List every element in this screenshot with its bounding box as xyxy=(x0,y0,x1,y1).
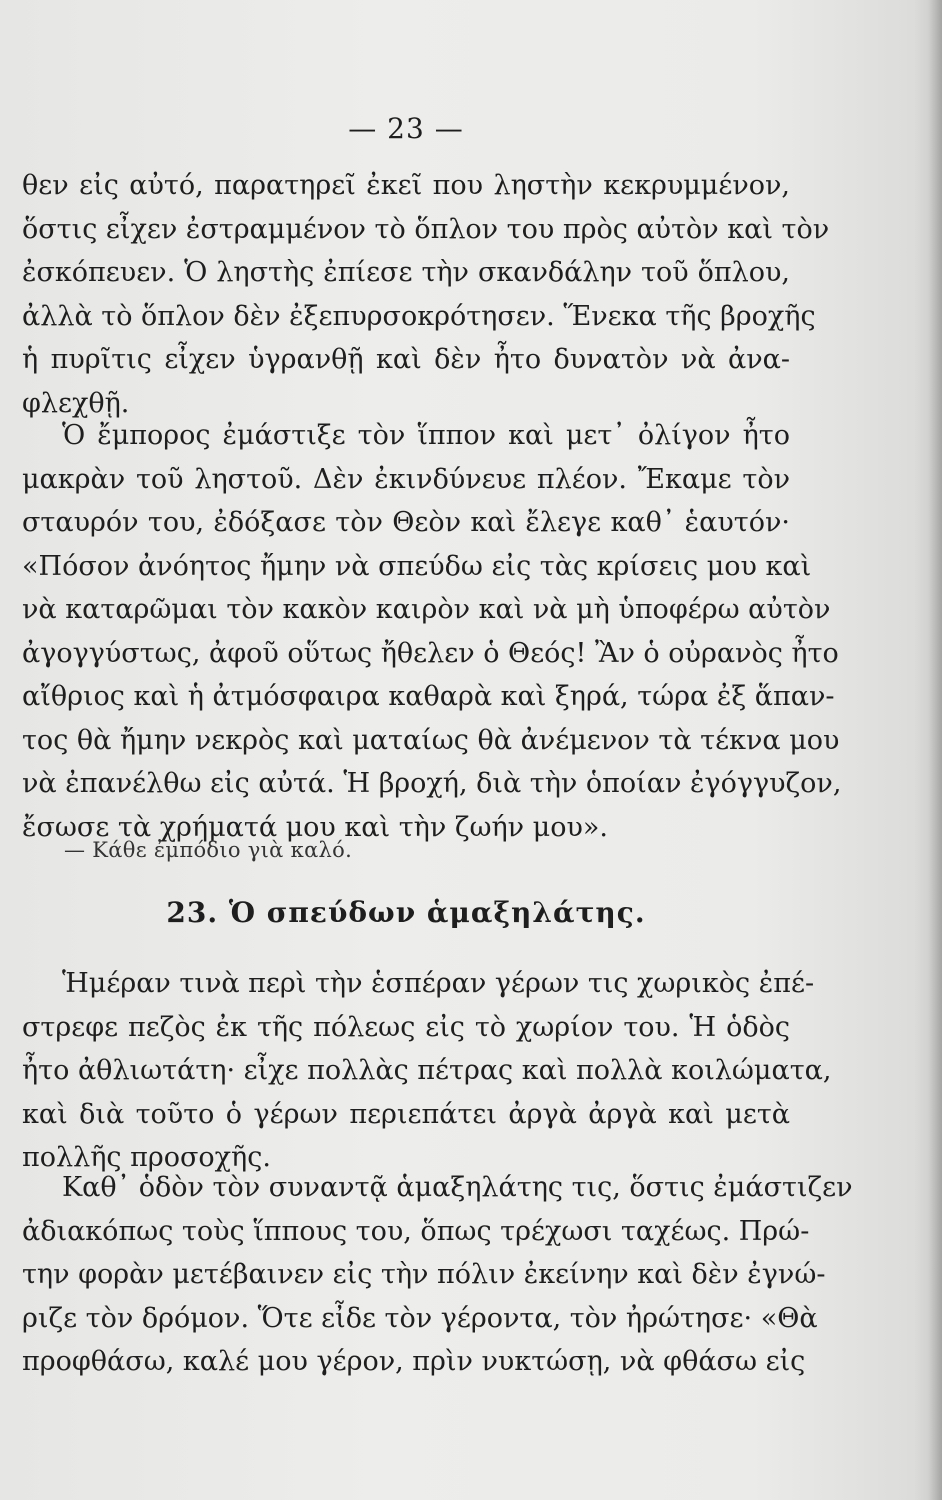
text-line: πολλῆς προσοχῆς. xyxy=(22,1142,271,1173)
text-line: τος θὰ ἤμην νεκρὸς καὶ ματαίως θὰ ἀνέμενον τὰ τέκνα μου xyxy=(22,724,840,756)
section-title: 23. Ὁ σπεύδων ἁμαξηλάτης. xyxy=(166,896,646,929)
page-number: — 23 — xyxy=(348,112,464,145)
text-line: ἦτο ἀθλιωτάτη· εἶχε πολλὰς πέτρας καὶ πολλὰ κοιλώματα, xyxy=(22,1055,832,1086)
text-line: μακρὰν τοῦ ληστοῦ. Δὲν ἐκινδύνευε πλέον. Ἔκαμε τὸν xyxy=(22,463,790,495)
text-line: προφθάσω, καλέ μου γέρον, πρὶν νυκτώσῃ, νὰ φθάσω εἰς xyxy=(22,1346,806,1377)
text-line: ἐσκόπευεν. Ὁ ληστὴς ἐπίεσε τὴν σκανδάλην τοῦ ὅπλου, xyxy=(22,257,790,288)
text-line: την φορὰν μετέβαινεν εἰς τὴν πόλιν ἐκείνην καὶ δὲν ἐγνώ- xyxy=(22,1259,826,1290)
text-line: ἡ πυρῖτις εἶχεν ὑγρανθῇ καὶ δὲν ἦτο δυνατὸν νὰ ἀνα- xyxy=(22,344,790,375)
text-line: ὅστις εἶχεν ἐστραμμένον τὸ ὅπλον του πρὸς αὐτὸν καὶ τὸν xyxy=(22,213,830,245)
paragraph-coachman xyxy=(22,1166,853,1384)
text-line: στρεφε πεζὸς ἐκ τῆς πόλεως εἰς τὸ χωρίον του. Ἡ ὁδὸς xyxy=(22,1011,790,1043)
text-line: ριζε τὸν δρόμον. Ὅτε εἶδε τὸν γέροντα, τὸν ἠρώτησε· «Θὰ xyxy=(22,1302,818,1334)
text-line: θεν εἰς αὐτό, παρατηρεῖ ἐκεῖ που ληστὴν κεκρυμμένον, xyxy=(22,170,790,201)
text-line: ἔσωσε τὰ χρήματά μου καὶ τὴν ζωήν μου». xyxy=(22,811,608,843)
text-line: Ὁ ἔμπορος ἐμάστιξε τὸν ἵππον καὶ μετ᾽ ὀλίγον ἦτο xyxy=(62,420,790,451)
text-line: Ἡμέραν τινὰ περὶ τὴν ἑσπέραν γέρων τις χωρικὸς ἐπέ- xyxy=(62,968,815,999)
paragraph-merchant xyxy=(22,414,842,849)
text-line: Καθ᾽ ὁδὸν τὸν συναντᾷ ἁμαξηλάτης τις, ὅστις ἐμάστιζεν xyxy=(62,1172,853,1203)
paragraph-old-man xyxy=(22,962,832,1180)
text-line: σταυρόν του, ἐδόξασε τὸν Θεὸν καὶ ἔλεγε καθ᾽ ἑαυτόν· xyxy=(22,507,790,538)
text-line: καὶ διὰ τοῦτο ὁ γέρων περιεπάτει ἀργὰ ἀργὰ καὶ μετὰ xyxy=(22,1098,790,1130)
proverb-line: — Κάθε ἐμπόδιο γιὰ καλό. xyxy=(64,838,353,862)
text-line: ἀλλὰ τὸ ὅπλον δὲν ἐξεπυρσοκρότησεν. Ἕνεκα τῆς βροχῆς xyxy=(22,300,816,332)
text-line: αἴθριος καὶ ἡ ἀτμόσφαιρα καθαρὰ καὶ ξηρά, τώρα ἐξ ἅπαν- xyxy=(22,681,835,712)
paragraph-continuation xyxy=(22,164,830,425)
text-line: «Πόσον ἀνόητος ἤμην νὰ σπεύδω εἰς τὰς κρίσεις μου καὶ xyxy=(22,550,812,582)
page-edge-shadow xyxy=(928,0,942,1500)
text-line: νὰ καταρῶμαι τὸν κακὸν καιρὸν καὶ νὰ μὴ ὑποφέρω αὐτὸν xyxy=(22,594,831,625)
text-line: ἀδιακόπως τοὺς ἵππους του, ὅπως τρέχωσι ταχέως. Πρώ- xyxy=(22,1215,810,1247)
text-line: φλεχθῇ. xyxy=(22,387,130,419)
text-line: νὰ ἐπανέλθω εἰς αὐτά. Ἡ βροχή, διὰ τὴν ὁποίαν ἐγόγγυζον, xyxy=(22,768,842,799)
text-line: ἀγογγύστως, ἀφοῦ οὕτως ἤθελεν ὁ Θεός! Ἂν ὁ οὐρανὸς ἦτο xyxy=(22,637,839,669)
